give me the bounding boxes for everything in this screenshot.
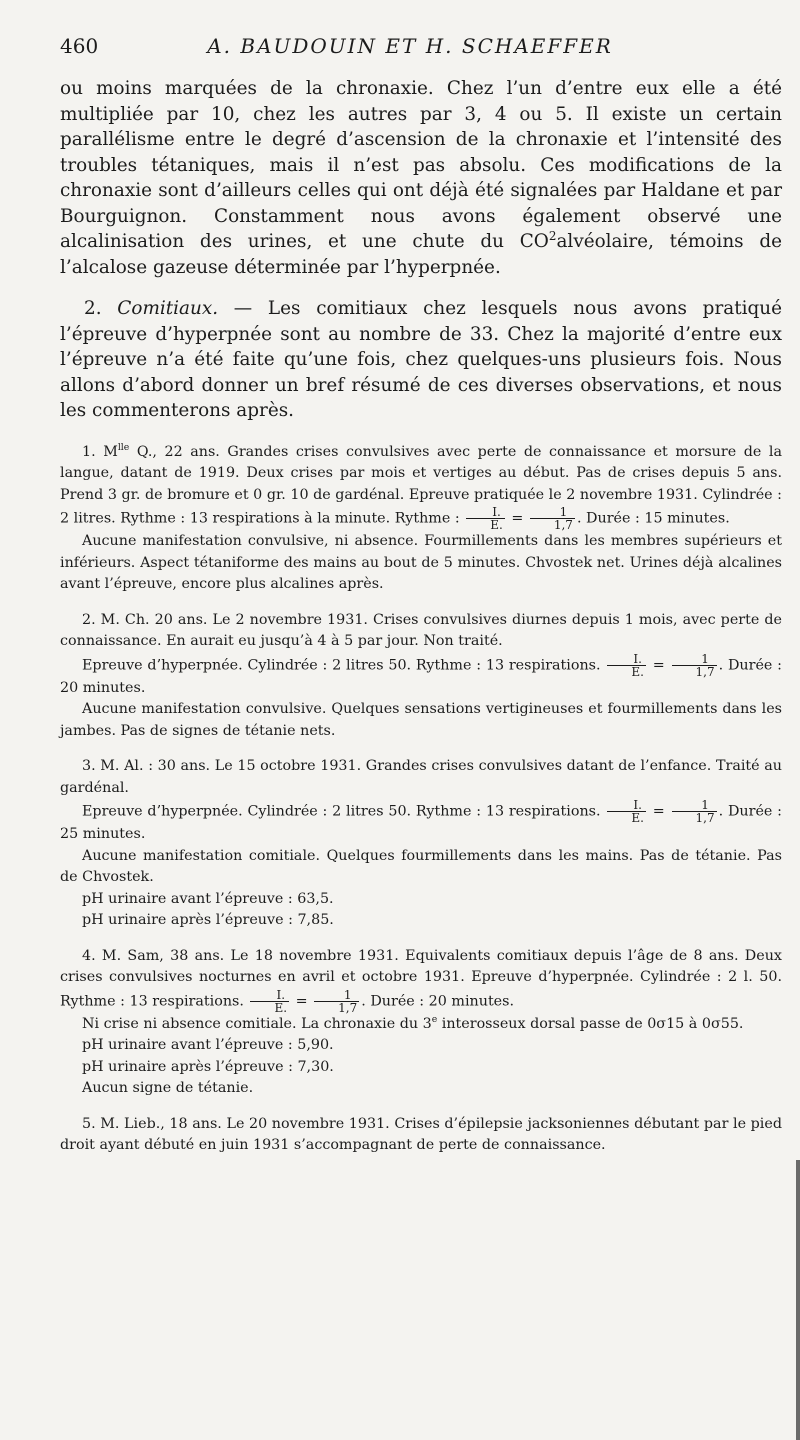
fraction bbox=[530, 506, 575, 531]
text-run: Q., 22 ans. Grandes crises convulsives avec perte de connaissance et morsure de la langue, datant de 1919. Deux crises par mois et vertiges au début. Pas de crises depuis 5 ans. Prend 3 gr. de bromure et 0 gr. 10 de gardénal. Epreuve pratiquée le 2 novembre 1931. Cylindrée : 2 litres. Rythme : 13 respirations à la minute. Rythme : bbox=[60, 443, 782, 527]
text-run: . Durée : 20 minutes. bbox=[361, 993, 515, 1009]
text-run: Epreuve d’hyperpnée. Cylindrée : 2 litres 50. Rythme : 13 respirations. bbox=[82, 803, 606, 820]
section-number: 2. bbox=[84, 298, 118, 319]
observation-text: 3. M. Al. : 30 ans. Le 15 octobre 1931. Grandes crises convulsives datant de l’enfance. Traité au gardénal. bbox=[60, 758, 782, 796]
text-run: . Durée : 15 minutes. bbox=[576, 510, 730, 527]
text-run: interosseux dorsal passe de 0σ15 à 0σ55. bbox=[437, 1015, 744, 1032]
observation-text: Aucune manifestation comitiale. Quelques fourmillements dans les mains. Pas de tétanie. Pas de Chvostek. bbox=[60, 847, 782, 885]
fraction-denominator: E. bbox=[490, 518, 503, 532]
fraction-denominator: 1,7 bbox=[695, 664, 715, 679]
observation-5 bbox=[60, 1114, 782, 1157]
fraction-numerator: 1 bbox=[314, 989, 359, 1002]
text-run: 4. M. Sam, 38 ans. Le 18 novembre 1931. Equivalents comitiaux depuis l’âge de 8 ans. Deux crises convulsives nocturnes en avril et octobre 1931. Epreuve d’hyperpnée. Cylindrée : 2 l. 50. Rythme : 13 respirations. bbox=[60, 947, 782, 1009]
observation-text: Aucune manifestation convulsive. Quelques sensations vertigineuses et fourmillements dans les jambes. Pas de signes de tétanie nets. bbox=[60, 701, 782, 739]
text-run: Ni crise ni absence comitiale. La chronaxie du 3 bbox=[82, 1015, 432, 1032]
fraction-denominator: E. bbox=[631, 664, 644, 679]
section-title: Comitiaux. bbox=[117, 298, 219, 319]
page-number: 460 bbox=[60, 34, 99, 58]
fraction-numerator: 1 bbox=[672, 653, 717, 666]
fraction bbox=[607, 799, 646, 824]
fraction-numerator: I. bbox=[607, 799, 646, 812]
observation-text: 4. M. Sam, 38 ans. Le 18 novembre 1931. Equivalents comitiaux depuis l’âge de 8 ans. Deux crises convulsives nocturnes en avril et octobre 1931. Epreuve d’hyperpnée. Cylindrée : 2 l. 50. Rythme : 13 respirations. $\frac{I.}{E.}$ = $\frac{1}{1,7}$ . Durée : 20 minutes. bbox=[60, 947, 782, 1015]
fraction-denominator: 1,7 bbox=[695, 811, 715, 825]
observation-text: pH urinaire avant l’épreuve : 5,90. bbox=[82, 1037, 334, 1053]
page-body bbox=[60, 76, 782, 1157]
fraction bbox=[607, 653, 646, 678]
running-head: A. BAUDOUIN ET H. SCHAEFFER bbox=[207, 34, 613, 58]
observation-2 bbox=[60, 610, 782, 743]
observation-text: Aucune manifestation convulsive, ni absence. Fourmillements dans les membres supérieurs et inférieurs. Aspect tétaniforme des mains au bout de 5 minutes. Chvostek net. Urines déjà alcalines avant l’épreuve, encore plus alcalines après. bbox=[60, 533, 782, 592]
page-header bbox=[60, 34, 760, 62]
text-run: 1. M bbox=[82, 443, 118, 460]
fraction-denominator: E. bbox=[631, 811, 644, 825]
text-run: alvéolaire, témoins de l’alcalose gazeuse déterminée par l’hyperpnée. bbox=[60, 231, 782, 278]
fraction bbox=[466, 506, 505, 531]
fraction bbox=[314, 989, 359, 1014]
observation-4 bbox=[60, 946, 782, 1100]
fraction-numerator: 1 bbox=[530, 506, 575, 519]
observation-text: Epreuve d’hyperpnée. Cylindrée : 2 litres 50. Rythme : 13 respirations. $\frac{I.}{E.}$ = $\frac{1}{1,7}$ . Durée : 20 minutes. bbox=[60, 651, 783, 696]
fraction-numerator: 1 bbox=[672, 799, 717, 812]
observation-text: 2. M. Ch. 20 ans. Le 2 novembre 1931. Crises convulsives diurnes depuis 1 mois, avec perte de connaissance. En aurait eu jusqu’à 4 à 5 par jour. Non traité. bbox=[60, 611, 782, 649]
text-run: — Les comitiaux chez lesquels nous avons pratiqué l’épreuve d’hyperpnée sont au nombre de 33. Chez la majorité d’entre eux l’épreuve n’a été faite qu’une fois, chez quelques-uns plusieurs fois. Nous allons d’abord donner un bref résumé de ces diverses observations, et nous les commenterons après. bbox=[60, 298, 782, 421]
observation-text bbox=[60, 1014, 782, 1036]
observation-text: Aucun signe de tétanie. bbox=[82, 1080, 254, 1096]
fraction-numerator: I. bbox=[607, 653, 646, 666]
paragraph-comitiaux bbox=[60, 296, 782, 424]
main-text bbox=[60, 76, 782, 424]
fraction-numerator: I. bbox=[250, 989, 289, 1002]
observation-text: pH urinaire avant l’épreuve : 63,5. bbox=[82, 890, 334, 907]
observation-1 bbox=[60, 442, 782, 596]
paragraph-chronaxie bbox=[60, 76, 782, 280]
scan-edge-shadow bbox=[796, 1160, 800, 1440]
fraction bbox=[672, 799, 717, 824]
superscript: 2 bbox=[548, 228, 557, 243]
observation-3 bbox=[60, 756, 782, 932]
superscript: lle bbox=[117, 441, 130, 453]
observation-text: Epreuve d’hyperpnée. Cylindrée : 2 litres 50. Rythme : 13 respirations. $\frac{I.}{E.}$ = $\frac{1}{1,7}$ . Durée : 25 minutes. bbox=[60, 798, 783, 842]
fraction-denominator: 1,7 bbox=[338, 1000, 358, 1015]
fraction-numerator: I. bbox=[466, 506, 505, 519]
observation-text: pH urinaire après l’épreuve : 7,85. bbox=[82, 912, 334, 928]
text-run: . Durée : 25 minutes. bbox=[60, 803, 783, 842]
observation-text: pH urinaire après l’épreuve : 7,30. bbox=[82, 1058, 334, 1075]
fraction-denominator: E. bbox=[274, 1000, 288, 1015]
text-run: . Durée : 20 minutes. bbox=[60, 657, 783, 696]
observations bbox=[60, 442, 782, 1157]
text-run: Epreuve d’hyperpnée. Cylindrée : 2 litres 50. Rythme : 13 respirations. bbox=[82, 657, 606, 673]
fraction-denominator: 1,7 bbox=[553, 518, 573, 532]
text-run: ou moins marquées de la chronaxie. Chez l’un d’entre eux elle a été multipliée par 10, chez les autres par 3, 4 ou 5. Il existe un certain parallélisme entre le degré d’ascension de la chronaxie et l’intensité des troubles tétaniques, mais il n’est pas absolu. Ces modifications de la chronaxie sont d’ailleurs celles qui ont déjà été signalées par Haldane et par Bourguignon. Constamment nous avons également observé une alcalinisation des urines, et une chute du CO bbox=[60, 78, 782, 252]
observation-text: 5. M. Lieb., 18 ans. Le 20 novembre 1931. Crises d’épilepsie jacksoniennes débutant par le pied droit ayant débuté en juin 1931 s’accompagnant de perte de connaissance. bbox=[60, 1115, 782, 1153]
fraction bbox=[672, 653, 717, 678]
fraction bbox=[250, 989, 289, 1014]
observation-text: 1. $M^{lle}$ Q., 22 ans. Grandes crises convulsives avec perte de connaissance et morsure de la langue, datant de 1919. Deux crises par mois et vertiges au début. Pas de crises depuis 5 ans. Prend 3 gr. de bromure et 0 gr. 10 de gardénal. Epreuve pratiquée le 2 novembre 1931. Cylindrée : 2 litres. Rythme : 13 respirations à la minute. Rythme : $\frac{I.}{E.}$ = $\frac{1}{1,7}$ . Durée : 15 minutes. bbox=[60, 441, 782, 532]
superscript: e bbox=[431, 1013, 438, 1025]
